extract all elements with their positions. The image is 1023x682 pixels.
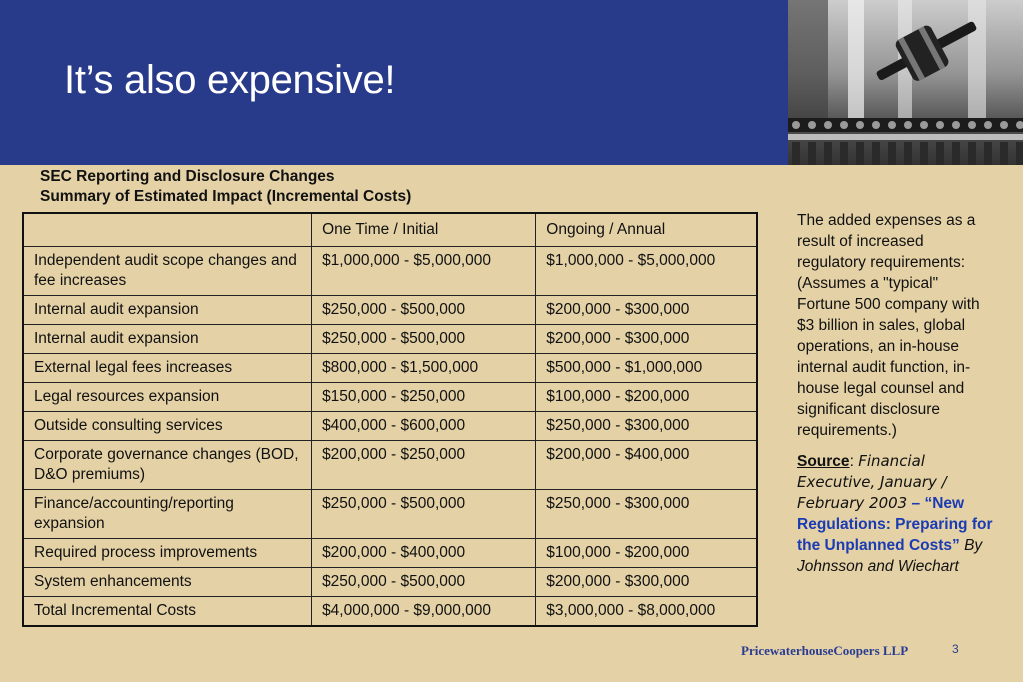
- cost-item-cell: Internal audit expansion: [23, 296, 312, 325]
- one-time-cost-cell: $250,000 - $500,000: [312, 325, 536, 354]
- slide-title: It’s also expensive!: [64, 58, 396, 102]
- one-time-cost-cell: $1,000,000 - $5,000,000: [312, 247, 536, 296]
- annual-cost-cell: $100,000 - $200,000: [536, 383, 757, 412]
- one-time-cost-cell: $200,000 - $250,000: [312, 441, 536, 490]
- cost-item-cell: Required process improvements: [23, 539, 312, 568]
- page-number: 3: [952, 642, 959, 656]
- table-row: [23, 247, 757, 296]
- source-authors: By Johnsson and Wiechart: [797, 537, 983, 575]
- cost-item-cell: System enhancements: [23, 568, 312, 597]
- one-time-cost-cell: $800,000 - $1,500,000: [312, 354, 536, 383]
- cost-item-cell: Independent audit scope changes and fee increases: [23, 247, 312, 296]
- caption-line-2: Summary of Estimated Impact (Incremental Costs): [40, 188, 412, 205]
- annual-cost-cell: $200,000 - $300,000: [536, 325, 757, 354]
- table-row: [23, 412, 757, 441]
- header-cell: One Time / Initial: [312, 213, 536, 247]
- annual-cost-cell: $3,000,000 - $8,000,000: [536, 597, 757, 627]
- gavel-illustration: [788, 0, 1023, 165]
- cost-item-cell: Legal resources expansion: [23, 383, 312, 412]
- one-time-cost-cell: $250,000 - $500,000: [312, 490, 536, 539]
- source-colon: :: [849, 453, 859, 470]
- one-time-cost-cell: $400,000 - $600,000: [312, 412, 536, 441]
- one-time-cost-cell: $200,000 - $400,000: [312, 539, 536, 568]
- one-time-cost-cell: $4,000,000 - $9,000,000: [312, 597, 536, 627]
- annual-cost-cell: $250,000 - $300,000: [536, 490, 757, 539]
- header-cell: Ongoing / Annual: [536, 213, 757, 247]
- note-text: The added expenses as a result of increased regulatory requirements: (Assumes a "typical" Fortune 500 company with $3 billion in sales, global operations, an in-house internal audit function, in-house legal counsel and significant disclosure requirements.): [797, 212, 980, 439]
- cost-item-cell: External legal fees increases: [23, 354, 312, 383]
- annual-cost-cell: $500,000 - $1,000,000: [536, 354, 757, 383]
- title-band: [0, 0, 788, 165]
- cost-item-cell: Outside consulting services: [23, 412, 312, 441]
- cost-item-cell: Finance/accounting/reporting expansion: [23, 490, 312, 539]
- one-time-cost-cell: $250,000 - $500,000: [312, 568, 536, 597]
- cost-item-cell: Internal audit expansion: [23, 325, 312, 354]
- table-row: [23, 539, 757, 568]
- caption-line-1: SEC Reporting and Disclosure Changes: [40, 168, 335, 185]
- source-citation: [797, 451, 993, 577]
- annual-cost-cell: $200,000 - $300,000: [536, 296, 757, 325]
- table-row: [23, 568, 757, 597]
- cost-item-cell: Total Incremental Costs: [23, 597, 312, 627]
- table-total-row: [23, 597, 757, 627]
- table-caption: [40, 167, 411, 207]
- table-row: [23, 490, 757, 539]
- annual-cost-cell: $1,000,000 - $5,000,000: [536, 247, 757, 296]
- table-row: [23, 325, 757, 354]
- one-time-cost-cell: $150,000 - $250,000: [312, 383, 536, 412]
- table-row: [23, 296, 757, 325]
- annual-cost-cell: $250,000 - $300,000: [536, 412, 757, 441]
- source-article-title: – “New Regulations: Preparing for the Unplanned Costs”: [797, 495, 993, 554]
- table-row: [23, 354, 757, 383]
- source-publication: Financial Executive, January / February 2003: [797, 452, 947, 512]
- annual-cost-cell: $200,000 - $400,000: [536, 441, 757, 490]
- table-header-row: [23, 213, 757, 247]
- table-row: [23, 383, 757, 412]
- annual-cost-cell: $100,000 - $200,000: [536, 539, 757, 568]
- annual-cost-cell: $200,000 - $300,000: [536, 568, 757, 597]
- one-time-cost-cell: $250,000 - $500,000: [312, 296, 536, 325]
- gavel-photo: [788, 0, 1023, 165]
- source-label: Source: [797, 453, 850, 470]
- header-cell: [23, 213, 312, 247]
- footer-firm-name: PricewaterhouseCoopers LLP: [741, 643, 909, 658]
- side-note: [797, 210, 993, 587]
- table-row: [23, 441, 757, 490]
- cost-item-cell: Corporate governance changes (BOD, D&O premiums): [23, 441, 312, 490]
- cost-table: [22, 212, 758, 627]
